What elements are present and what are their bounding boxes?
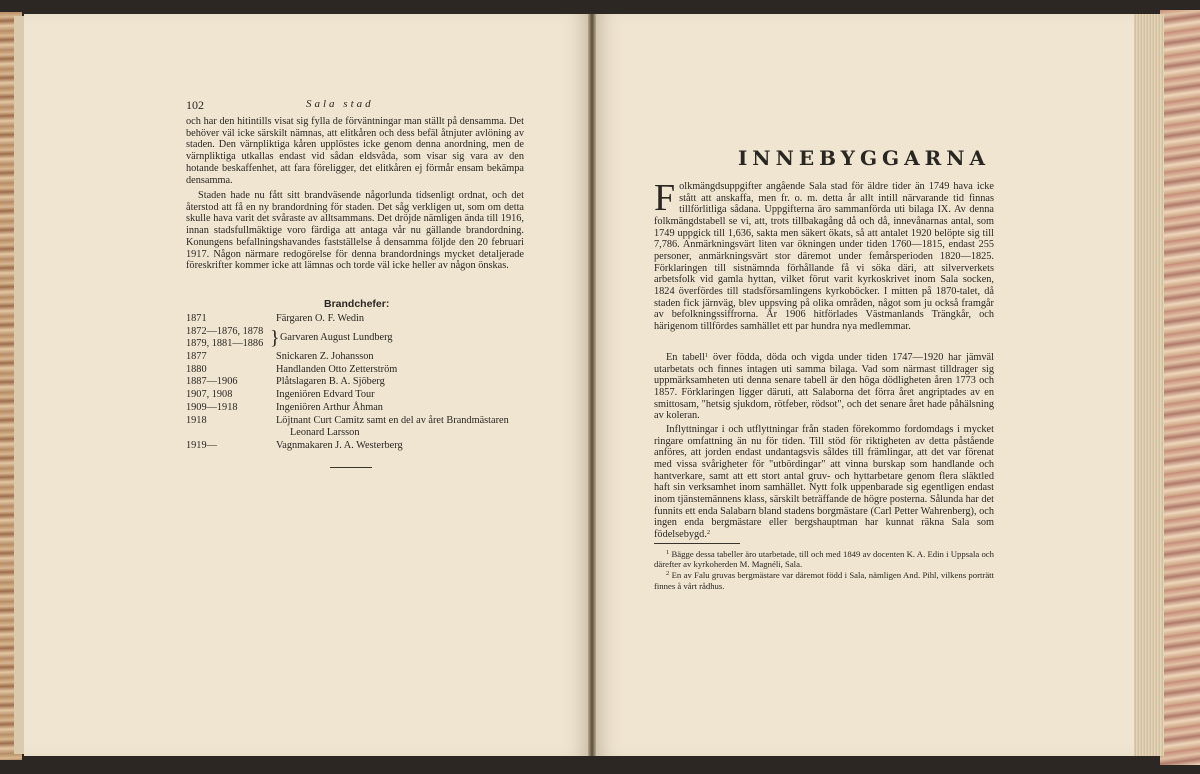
footnote-ref: 1 [705, 352, 709, 359]
drop-cap: F [654, 177, 676, 219]
list-item [186, 351, 526, 364]
footnotes [654, 549, 994, 592]
name: Garvaren August Lundberg [280, 331, 393, 343]
list-item [186, 415, 526, 440]
list-item [186, 326, 526, 351]
page-number: 102 [186, 98, 204, 112]
footnote-text: Bägge dessa tabeller äro utarbetade, till och med 1849 av docenten K. A. Edin i Uppsala och därefter av kyrkoherden M. Magnéli, Sala. [654, 549, 994, 570]
paragraph: Staden hade nu fått sitt brandväsende någorlunda tidsenligt ordnat, och det återstod att få en ny brandordning för staden. Det såg verkligen ut, som om detta skulle hava varit det svåraste av alltsammans. Det dröjde nämligen ända till 1916, innan stadsfullmäktige voro färdiga att antaga vår nu gällande brandordning. Konungens befallningshavandes fastställelse å densamma följde den 20 februari 1917. Någon närmare redogörelse för denna brandordnings mycket detaljerade föreskrifter kommer icke att lämnas och torde väl icke heller av någon önskas. [186, 190, 524, 272]
paragraph [654, 424, 994, 541]
paragraph-text: Inflyttningar i och utflyttningar från staden förekommo fordomdags i mycket ringare omfattning än nu för tiden. Till stöd för riktigheten av detta påstående anföres, att jorden endast undantagsvis såldes till främlingar, att det var förenat med vissa svårigheter för "utbördingar" att vinna burskap som handlande och hantverkare, samt att ett stort antal gruv- och hyttarbetare genom flera släktled haft sin verksamhet inom samhället. Nytt folk uppenbarade sig egentligen endast inom tjänstemännens klass, särskilt beträffande de högre posterna. Sålunda har det funnits ett enda Salabarn bland stadens borgmästare (Carl Petter Wahrenberg), och ingen enda bergmästare eller bergshauptman har kunnat räkna Sala som födelsebygd. [654, 424, 994, 540]
years: 1880 [186, 363, 207, 375]
years: 1887—1906 [186, 376, 238, 388]
footnote-text: En av Falu gruvas bergmästare var däremot född i Sala, nämligen And. Pihl, vilkens porträtt finnes å vårt rådhus. [654, 570, 994, 591]
paragraph [654, 352, 994, 422]
list-item [186, 376, 526, 389]
name: Färgaren O. F. Wedin [276, 313, 365, 324]
name: Ingeniören Arthur Åhman [276, 401, 383, 413]
footnote-mark: 1 [666, 549, 670, 556]
name-continuation: Leonard Larsson [290, 427, 360, 439]
paragraph-text: över födda, döda och vigda under tiden 1747—1920 har jämväl utarbetats och finnes intagen uti samma bilaga. Vad som närmast tilldrager sig uppmärksamheten uti denna senare tabell är den höga dödligheten åren 1773 och 1857. Förklaringen ligger däruti, att Salaborna det förra året angriptades av en smittosam, "hetsig sjukdom, rötfeber, rödsot", och det senare året hade påhälsning av koleran. [654, 352, 994, 422]
years: 1879, 1881—1886 [186, 338, 264, 350]
name: Löjtnant Curt Camitz samt en del av året Brandmästaren [276, 414, 509, 426]
footnote [654, 549, 994, 569]
paragraph-text: En tabell [666, 352, 706, 363]
fire-chief-list [186, 313, 526, 453]
list-item [186, 402, 526, 415]
page-edges-right [1134, 14, 1164, 756]
list-item [186, 440, 526, 453]
name: Vagnmakaren J. A. Westerberg [276, 439, 403, 451]
list-heading: Brandchefer: [324, 298, 390, 310]
list-item [186, 364, 526, 377]
years: 1918 [186, 414, 207, 426]
footnote-mark: 2 [666, 570, 670, 578]
name: Handlanden Otto Zetterström [276, 363, 398, 375]
paragraph-text: olkmängdsuppgifter angående Sala stad för äldre tider än 1749 hava icke stått att anskaffa, men fr. o. m. detta år allt intill närvarande tid finnas tillförlitliga sådana. Uppgifterna äro sammanförda uti bilaga IX. Av denna folkmängdstabell se vi, att, trots tillbakagång då och då, innevånarnas antal, som 1749 uppgick till 1,636, sakta men säkert ökats, så att antalet 1920 belöpte sig till 7,786. Anmärkningsvärt liten var ökningen under tiden 1760—1815, endast 255 personer, anmärkningsvärt stor däremot under femårsperioden 1820—1825. Förklaringen till sistnämnda förhållande få vi söka däri, att silververkets arbetsfolk vid gamla hyttan, vilket förut varit kyrkoskrivet inom Sala socken, 1824 överfördes till stadsförsamlingens kyrkoböcker. I mitten på 1870-talet, då staden fick järnväg, blev uppsving på olika områden, något som ju också framgår av befolkningssiffrorna. År 1906 hitförlades Västmanlands Trängkår, och härigenom tillfördes samhället ett par hundra nya medlemmar. [654, 181, 994, 332]
years: 1877 [186, 351, 207, 363]
name: Plåtslagaren B. A. Sjöberg [276, 376, 385, 388]
chapter-title: INNEBYGGARNA [737, 146, 991, 170]
years: 1909—1918 [186, 401, 238, 413]
years: 1872—1876, 1878 [186, 325, 264, 337]
footnote [654, 570, 994, 590]
book-gutter [588, 14, 596, 756]
brace: } [270, 326, 280, 349]
running-title: Sala stad [306, 98, 374, 110]
paragraph: och har den hitintills visat sig fylla de förväntningar man ställt på densamma. Det behöver väl icke särskilt nämnas, att elitkåren och dess befäl åtnjuter avlöning av staden. Den värnpliktiga kåren upplöstes icke genom denna anordning, men de värnpliktiga utkallas endast vid sådan eldsvåda, som visar sig vara av den hotande beskaffenhet, att fara föreligger, det elitkåren ej förmår ensam bekämpa densamma. [186, 116, 524, 186]
list-item [186, 313, 526, 326]
marbled-edge-right [1160, 10, 1200, 765]
footnote-rule [654, 543, 740, 544]
running-head [186, 98, 394, 114]
name: Snickaren Z. Johansson [276, 351, 374, 363]
footnote-ref: 2 [706, 528, 711, 536]
years: 1871 [186, 313, 207, 324]
years: 1919— [186, 439, 217, 451]
years: 1907, 1908 [186, 389, 233, 401]
name: Ingeniören Edvard Tour [276, 389, 375, 401]
paragraph [654, 177, 994, 333]
section-divider [330, 467, 372, 468]
list-item [186, 389, 526, 402]
